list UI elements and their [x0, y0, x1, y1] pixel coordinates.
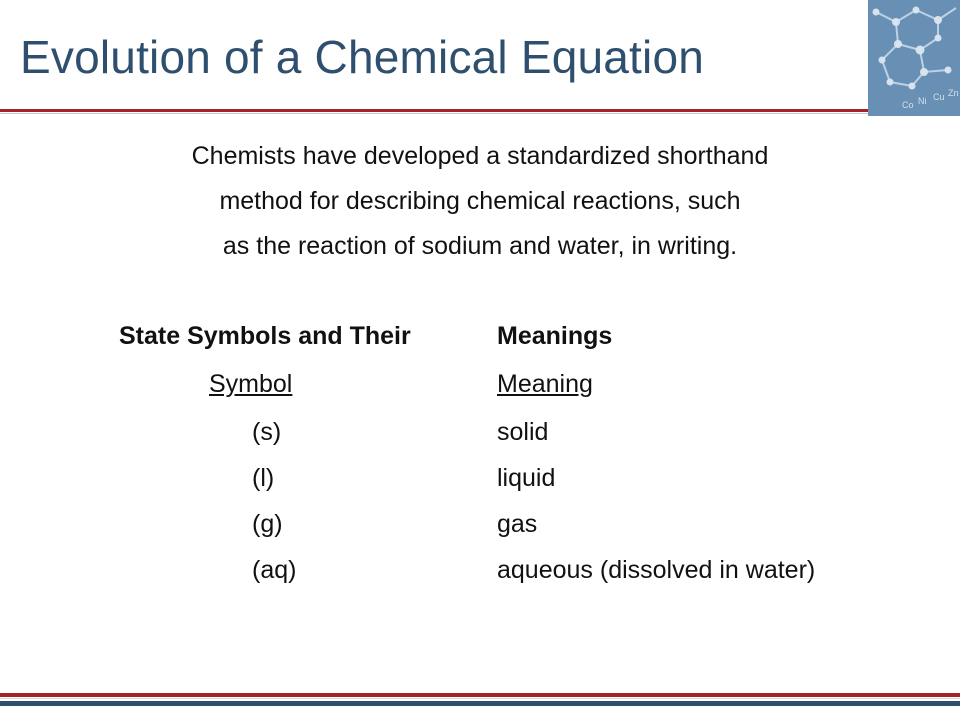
symbol-cell: (aq) — [252, 556, 297, 584]
intro-line: Chemists have developed a standardized shorthand — [191, 142, 769, 170]
molecule-icon — [868, 0, 960, 116]
symbol-cell: (l) — [252, 464, 275, 492]
corner-label-ni: Ni — [918, 96, 927, 106]
meaning-cell: gas — [497, 510, 538, 538]
meaning-cell: aqueous (dissolved in water) — [497, 556, 816, 584]
meaning-cell: solid — [497, 418, 549, 446]
molecule-corner-graphic — [868, 0, 960, 116]
intro-line: method for describing chemical reactions, such — [219, 187, 741, 215]
header-divider — [0, 109, 868, 112]
corner-label-zn: Zn — [948, 88, 959, 98]
intro-paragraph — [60, 134, 900, 269]
intro-line: as the reaction of sodium and water, in writing. — [222, 232, 738, 260]
column-header-symbol: Symbol — [209, 370, 293, 398]
column-header-meaning: Meaning — [497, 370, 593, 398]
symbol-cell: (s) — [252, 418, 282, 446]
header-divider-shadow — [0, 113, 868, 114]
table-heading-part2: Meanings — [497, 322, 613, 350]
footer-divider-blue — [0, 701, 960, 706]
corner-label-cu: Cu — [933, 92, 945, 102]
corner-label-co: Co — [902, 100, 914, 110]
footer-divider-red — [0, 693, 960, 697]
footer-divider-gray — [0, 698, 960, 699]
meaning-cell: liquid — [497, 464, 556, 492]
symbol-cell: (g) — [252, 510, 283, 538]
slide-title: Evolution of a Chemical Equation — [20, 31, 705, 83]
table-heading-part1: State Symbols and Their — [119, 322, 411, 350]
